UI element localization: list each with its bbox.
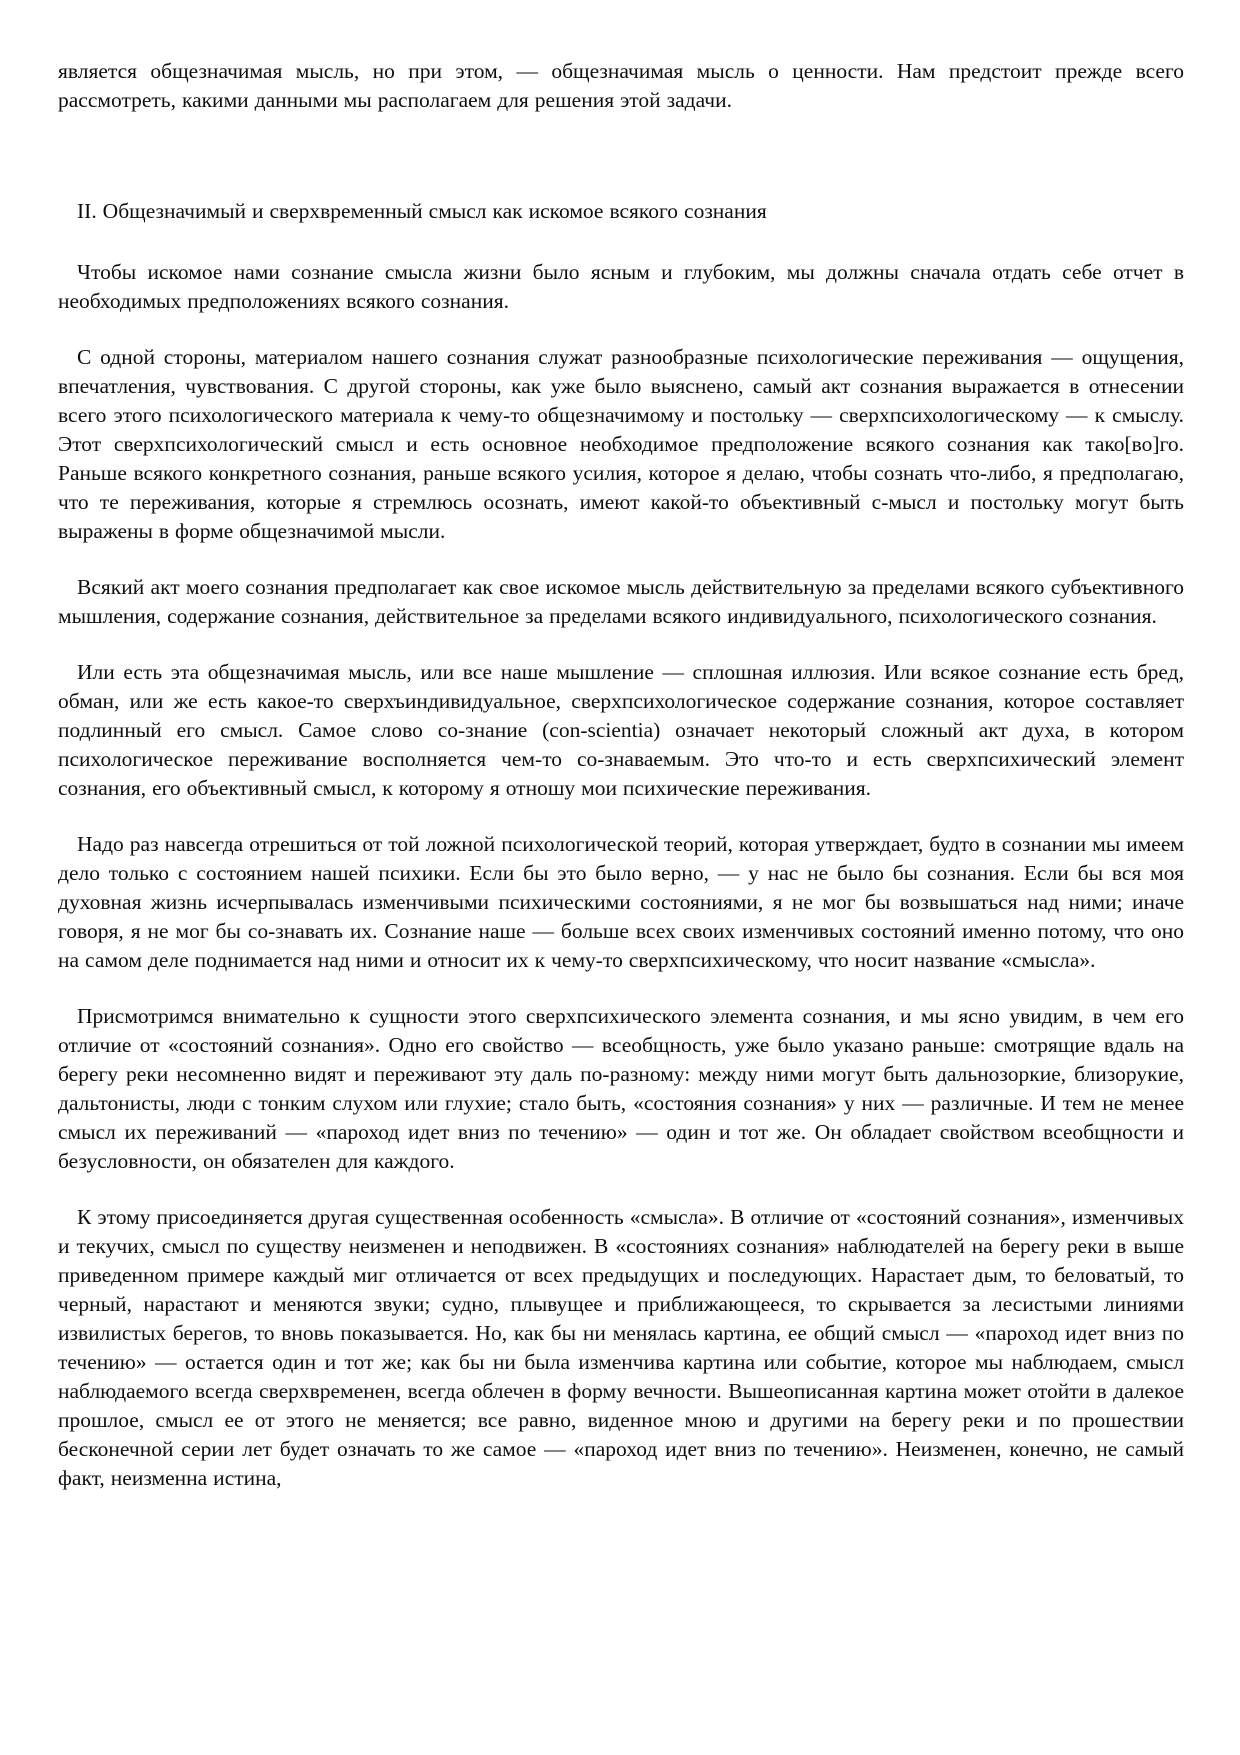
section-heading: II. Общезначимый и сверхвременный смысл как искомое всякого сознания — [77, 199, 767, 223]
paragraph: Надо раз навсегда отрешиться от той ложной психологической теорий, которая утверждает, будто в сознании мы имеем дело только с состоянием нашей психики. Если бы это было верно, — у нас не было бы сознания. Если бы вся моя духовная жизнь исчерпывалась изменчивыми психическими состояниями, я не мог бы возвышаться над ними; иначе говоря, я не мог бы со-знавать их. Сознание наше — больше всех своих изменчивых состояний именно потому, что оно на самом деле поднимается над ними и относит их к чему-то сверхпсихическому, что носит название «смысла». — [58, 832, 1184, 972]
text-column — [58, 57, 1184, 1493]
paragraph: Или есть эта общезначимая мысль, или все наше мышление — сплошная иллюзия. Или всякое сознание есть бред, обман, или же есть какое-то сверхъиндивидуальное, сверхпсихологическое содержание сознания, которое составляет подлинный его смысл. Самое слово со-знание (con-scientia) означает некоторый сложный акт духа, в котором психологическое переживание восполняется чем-то со-знаваемым. Это что-то и есть сверхпсихический элемент сознания, его объективный смысл, к которому я отношу мои психические переживания. — [58, 660, 1184, 800]
paragraph: Всякий акт моего сознания предполагает как свое искомое мысль действительную за пределами всякого субъективного мышления, содержание сознания, действительное за пределами всякого индивидуального, психологического сознания. — [58, 575, 1184, 628]
paragraph: С одной стороны, материалом нашего сознания служат разнообразные психологические переживания — ощущения, впечатления, чувствования. С другой стороны, как уже было выяснено, самый акт сознания выражается в отнесении всего этого психологического материала к чему-то общезначимому и постольку — сверхпсихологическому — к смыслу. Этот сверхпсихологический смысл и есть основное необходимое предположение всякого сознания как тако[во]го. Раньше всякого конкретного сознания, раньше всякого усилия, которое я делаю, чтобы сознать что-либо, я предполагаю, что те переживания, которые я стремлюсь осознать, имеют какой-то объективный с-мысл и постольку могут быть выражены в форме общезначимой мысли. — [58, 345, 1184, 543]
paragraph: Присмотримся внимательно к сущности этого сверхпсихического элемента сознания, и мы ясно увидим, в чем его отличие от «состояний сознания». Одно его свойство — всеобщность, уже было указано раньше: смотрящие вдаль на берегу реки несомненно видят и переживают эту даль по-разному: между ними могут быть дальнозоркие, близорукие, дальтонисты, люди с тонким слухом или глухие; стало быть, «состояния сознания» у них — различные. И тем не менее смысл их переживаний — «пароход идет вниз по течению» — один и тот же. Он обладает свойством всеобщности и безусловности, он обязателен для каждого. — [58, 1004, 1184, 1173]
paragraph: Чтобы искомое нами сознание смысла жизни было ясным и глубоким, мы должны сначала отдать себе отчет в необходимых предположениях всякого сознания. — [58, 260, 1184, 313]
continuation-paragraph: является общезначимая мысль, но при этом, — общезначимая мысль о ценности. Нам предстоит прежде всего рассмотреть, какими данными мы располагаем для решения этой задачи. — [58, 59, 1184, 112]
paragraph: К этому присоединяется другая существенная особенность «смысла». В отличие от «состояний сознания», изменчивых и текучих, смысл по существу неизменен и неподвижен. В «состояниях сознания» наблюдателей на берегу реки в выше приведенном примере каждый миг отличается от всех предыдущих и последующих. Нарастает дым, то беловатый, то черный, нарастают и меняются звуки; судно, плывущее и приближающееся, то скрывается за лесистыми линиями извилистых берегов, то вновь показывается. Но, как бы ни менялась картина, ее общий смысл — «пароход идет вниз по течению» — остается один и тот же; как бы ни была изменчива картина или событие, которое мы наблюдаем, смысл наблюдаемого всегда сверхвременен, всегда облечен в форму вечности. Вышеописанная картина может отойти в далекое прошлое, смысл ее от этого не меняется; все равно, виденное мною и другими на берегу реки и по прошествии бесконечной серии лет будет означать то же самое — «пароход идет вниз по течению». Неизменен, конечно, не самый факт, неизменна истина, — [58, 1205, 1184, 1490]
